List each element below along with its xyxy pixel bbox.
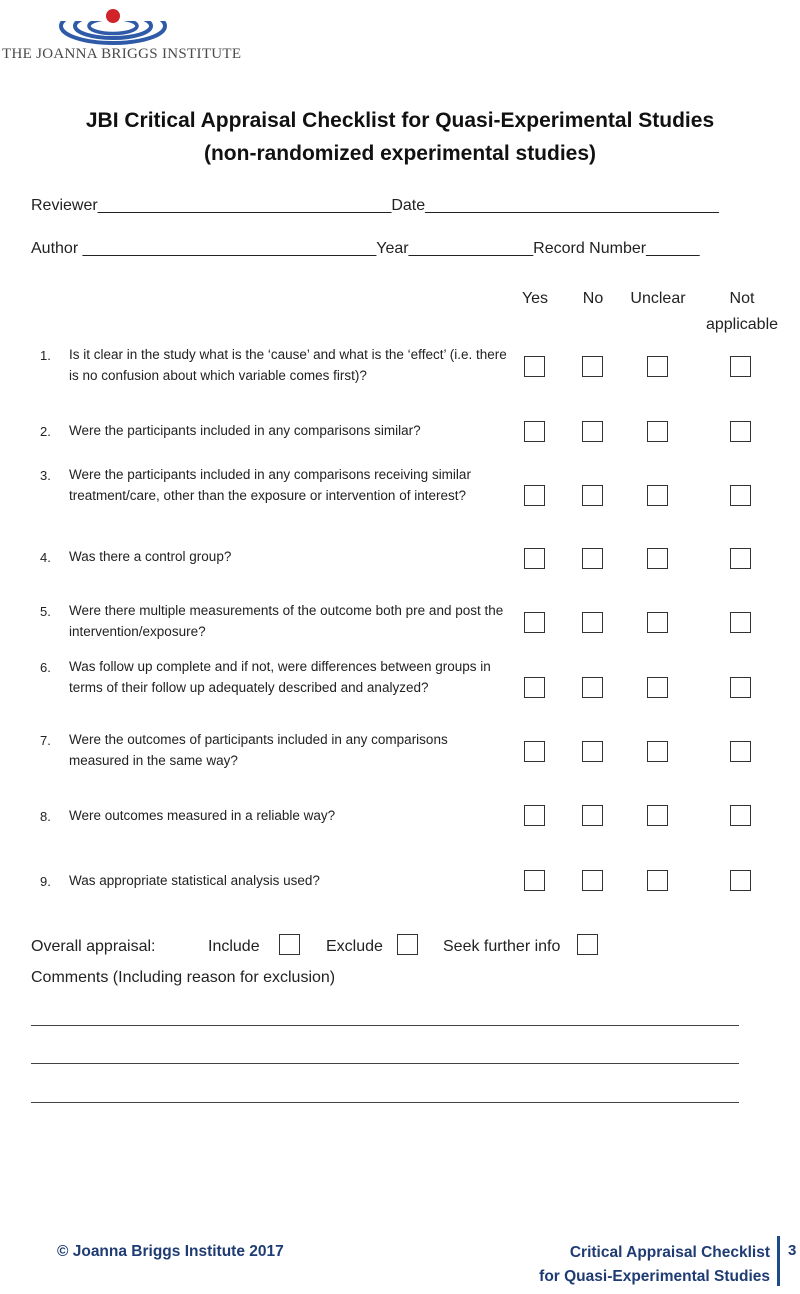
- question-number: 2.: [40, 424, 51, 439]
- column-not-applicable-line2: applicable: [705, 316, 779, 333]
- author-label: Author: [31, 240, 83, 257]
- question-6-na-checkbox[interactable]: [730, 677, 751, 698]
- column-not-applicable-line1: Not: [729, 290, 755, 307]
- comment-line-1[interactable]: [31, 1025, 739, 1026]
- question-2-no-checkbox[interactable]: [582, 421, 603, 442]
- question-9-yes-checkbox[interactable]: [524, 870, 545, 891]
- question-number: 9.: [40, 874, 51, 889]
- date-field[interactable]: _________________________________: [425, 197, 719, 214]
- question-9-unclear-checkbox[interactable]: [647, 870, 668, 891]
- record-number-label: Record Number: [533, 240, 647, 257]
- title-line-2: (non-randomized experimental studies): [203, 142, 597, 165]
- question-6-yes-checkbox[interactable]: [524, 677, 545, 698]
- question-number: 4.: [40, 550, 51, 565]
- question-2-na-checkbox[interactable]: [730, 421, 751, 442]
- footer-document-title-line2: for Quasi-Experimental Studies: [539, 1268, 770, 1285]
- question-2-unclear-checkbox[interactable]: [647, 421, 668, 442]
- page-number: 3: [788, 1242, 797, 1259]
- question-4-na-checkbox[interactable]: [730, 548, 751, 569]
- question-7-yes-checkbox[interactable]: [524, 741, 545, 762]
- question-4-yes-checkbox[interactable]: [524, 548, 545, 569]
- reviewer-label: Reviewer: [31, 197, 98, 214]
- question-8-unclear-checkbox[interactable]: [647, 805, 668, 826]
- question-4-no-checkbox[interactable]: [582, 548, 603, 569]
- column-no: No: [582, 290, 604, 307]
- question-number: 1.: [40, 348, 51, 363]
- question-text: Were the outcomes of participants included in any comparisons measured in the same way?: [69, 732, 448, 768]
- question-3-yes-checkbox[interactable]: [524, 485, 545, 506]
- reviewer-date-line: [31, 197, 719, 215]
- question-5-unclear-checkbox[interactable]: [647, 612, 668, 633]
- question-5-no-checkbox[interactable]: [582, 612, 603, 633]
- question-text: Was appropriate statistical analysis used?: [69, 873, 320, 888]
- author-field[interactable]: _________________________________: [82, 240, 377, 257]
- column-unclear: Unclear: [630, 290, 686, 307]
- seek-further-info-label: Seek further info: [443, 938, 561, 955]
- question-6-no-checkbox[interactable]: [582, 677, 603, 698]
- footer-document-title: [539, 1241, 770, 1289]
- exclude-label: Exclude: [326, 938, 383, 955]
- question-4-unclear-checkbox[interactable]: [647, 548, 668, 569]
- question-7-no-checkbox[interactable]: [582, 741, 603, 762]
- question-number: 8.: [40, 809, 51, 824]
- question-5-na-checkbox[interactable]: [730, 612, 751, 633]
- overall-appraisal-label: Overall appraisal:: [31, 938, 156, 955]
- footer-document-title-line1: Critical Appraisal Checklist: [569, 1244, 770, 1261]
- question-8-na-checkbox[interactable]: [730, 805, 751, 826]
- question-3-no-checkbox[interactable]: [582, 485, 603, 506]
- year-label: Year: [376, 240, 409, 257]
- year-field[interactable]: ______________: [408, 240, 534, 257]
- exclude-checkbox[interactable]: [397, 934, 418, 955]
- question-9-no-checkbox[interactable]: [582, 870, 603, 891]
- institute-logo: [0, 4, 240, 68]
- question-1-na-checkbox[interactable]: [730, 356, 751, 377]
- include-label: Include: [208, 938, 260, 955]
- question-number: 7.: [40, 733, 51, 748]
- question-text: Was there a control group?: [69, 549, 232, 564]
- question-text: Were there multiple measurements of the outcome both pre and post the intervention/exposure?: [69, 603, 504, 639]
- page-title: [0, 104, 800, 170]
- question-7-na-checkbox[interactable]: [730, 741, 751, 762]
- question-5-yes-checkbox[interactable]: [524, 612, 545, 633]
- question-text: Were the participants included in any comparisons receiving similar treatment/care, other than the exposure or intervention of interest?: [69, 467, 471, 503]
- question-8-no-checkbox[interactable]: [582, 805, 603, 826]
- question-7-unclear-checkbox[interactable]: [647, 741, 668, 762]
- question-9-na-checkbox[interactable]: [730, 870, 751, 891]
- institute-name: THE JOANNA BRIGGS INSTITUTE: [2, 46, 242, 62]
- question-text: Were the participants included in any comparisons similar?: [69, 423, 421, 438]
- question-3-na-checkbox[interactable]: [730, 485, 751, 506]
- question-text: Were outcomes measured in a reliable way?: [69, 808, 336, 823]
- jbi-logo-icon: [58, 4, 168, 48]
- question-3-unclear-checkbox[interactable]: [647, 485, 668, 506]
- record-number-field[interactable]: ______: [646, 240, 700, 257]
- question-number: 3.: [40, 468, 51, 483]
- question-text: Is it clear in the study what is the ‘cause’ and what is the ‘effect’ (i.e. there is no confusion about which variable comes first)?: [69, 347, 507, 383]
- copyright-text: © Joanna Briggs Institute 2017: [57, 1243, 284, 1260]
- comment-line-2[interactable]: [31, 1063, 739, 1064]
- column-yes: Yes: [521, 290, 549, 307]
- question-6-unclear-checkbox[interactable]: [647, 677, 668, 698]
- seek-further-info-checkbox[interactable]: [577, 934, 598, 955]
- question-1-no-checkbox[interactable]: [582, 356, 603, 377]
- comment-line-3[interactable]: [31, 1102, 739, 1103]
- comments-label: Comments (Including reason for exclusion): [31, 969, 336, 986]
- title-line-1: JBI Critical Appraisal Checklist for Quasi-Experimental Studies: [85, 109, 715, 132]
- question-1-yes-checkbox[interactable]: [524, 356, 545, 377]
- question-text: Was follow up complete and if not, were differences between groups in terms of their follow up adequately described and analyzed?: [69, 659, 491, 695]
- question-2-yes-checkbox[interactable]: [524, 421, 545, 442]
- footer-divider: [777, 1236, 780, 1286]
- question-number: 5.: [40, 604, 51, 619]
- date-label: Date: [391, 197, 426, 214]
- author-year-record-line: [31, 240, 699, 258]
- question-number: 6.: [40, 660, 51, 675]
- column-not-applicable: [702, 286, 782, 338]
- question-8-yes-checkbox[interactable]: [524, 805, 545, 826]
- question-1-unclear-checkbox[interactable]: [647, 356, 668, 377]
- reviewer-field[interactable]: _________________________________: [97, 197, 392, 214]
- include-checkbox[interactable]: [279, 934, 300, 955]
